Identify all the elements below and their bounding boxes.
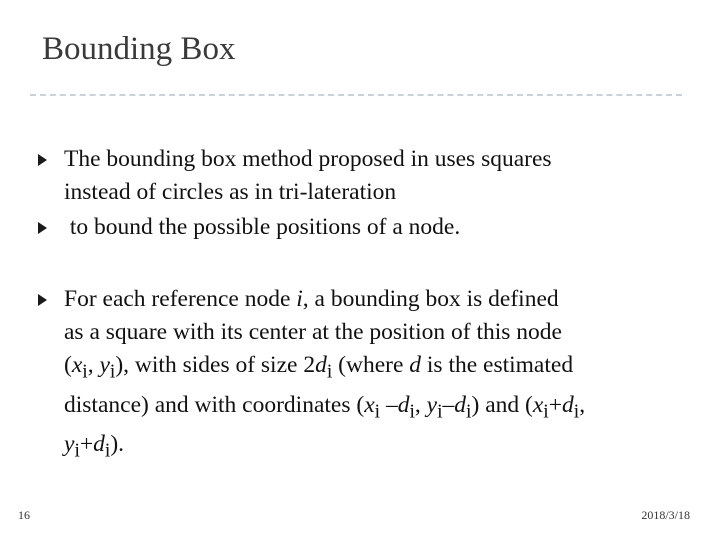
bullet-marker-1 bbox=[38, 154, 47, 166]
bullet-3-line-5: $y_i+d_i$). bbox=[64, 431, 125, 463]
bullet-text-1 bbox=[64, 143, 674, 209]
bullet-text-2 bbox=[64, 211, 674, 244]
bullet-marker-3 bbox=[38, 294, 47, 306]
slide-title: Bounding Box bbox=[42, 31, 236, 67]
bullet-marker-2 bbox=[38, 222, 47, 234]
title-divider bbox=[30, 94, 682, 96]
bullet-1-line-1: The bounding box method proposed in uses squares bbox=[64, 146, 552, 172]
bullet-3-line-3: ($x_i$, $y_i$), with sides of size $2d_i$ (where d is the estimated bbox=[64, 352, 574, 383]
bullet-1-line-2: instead of circles as in tri-lateration bbox=[64, 179, 397, 205]
bullet-2-line-1: to bound the possible positions of a node. bbox=[64, 214, 461, 240]
bullet-3-line-2: as a square with its center at the position of this node bbox=[64, 319, 562, 345]
bullet-3-line-4: distance) and with coordinates ($x_i$ $-d_i$, $y_i-d_i$) and ($x_i+d_i$, bbox=[64, 391, 586, 423]
bullet-text-3 bbox=[64, 283, 674, 468]
slide-date: 2018/3/18 bbox=[641, 508, 690, 522]
bullet-3-line-1: For each reference node i, a bounding box is defined bbox=[64, 286, 559, 312]
slide-number: 16 bbox=[18, 508, 30, 522]
